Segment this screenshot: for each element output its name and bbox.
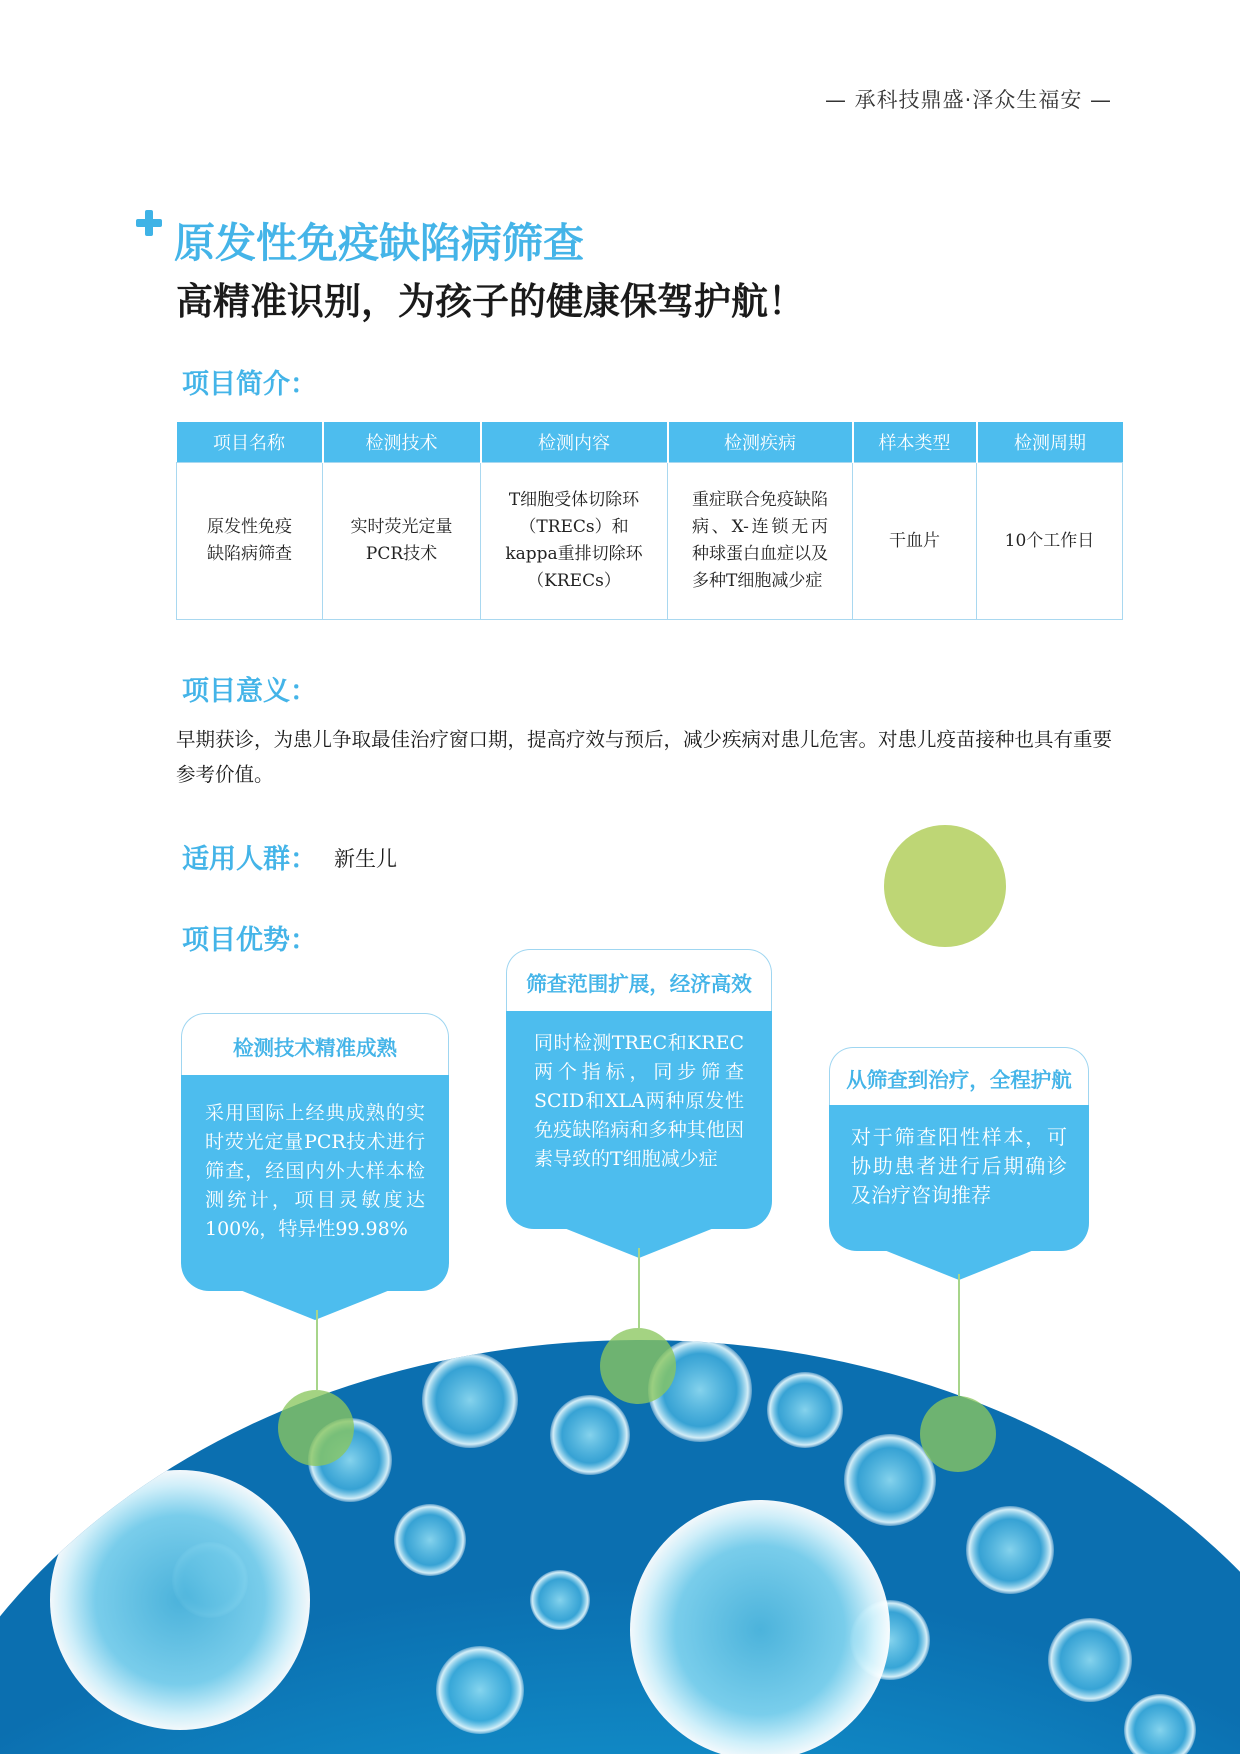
population-value: 新生儿 [334,847,397,871]
column-header: 检测内容 [481,422,668,463]
green-node-dot [920,1396,996,1472]
population-heading: 适用人群： [182,844,317,875]
header-tagline: — 承科技鼎盛·泽众生福安 — [824,88,1112,112]
table-header-row [177,422,1123,463]
advantage-card-1 [181,1013,449,1313]
advantage-card-title: 筛查范围扩展，经济高效 [506,949,772,1011]
column-header: 样本类型 [853,422,977,463]
connector-line [958,1274,960,1396]
intro-heading: 项目简介： [182,369,317,400]
page-subtitle: 高精准识别，为孩子的健康保驾护航！ [176,280,805,323]
cell-sphere-illustration [0,1340,1240,1754]
significance-text: 早期获诊，为患儿争取最佳治疗窗口期，提高疗效与预后，减少疾病对患儿危害。对患儿疫苗接种也具有重要参考价值。 [176,728,1113,786]
significance-heading: 项目意义： [182,676,317,707]
page-title: 原发性免疫缺陷病筛查 [174,219,584,267]
connector-line [316,1310,318,1390]
advantage-card-text: 同时检测TREC和KREC两个指标，同步筛查SCID和XLA两种原发性免疫缺陷病和多种其他因素导致的T细胞减少症 [506,1011,772,1229]
advantage-card-3 [829,1047,1089,1277]
green-node-dot [600,1328,676,1404]
table-row [177,463,1123,620]
advantage-card-title: 从筛查到治疗，全程护航 [829,1047,1089,1105]
card-pointer [240,1290,390,1320]
column-header: 检测周期 [977,422,1123,463]
cell-content: T细胞受体切除环（TRECs）和kappa重排切除环（KRECs） [481,463,668,620]
advantages-heading: 项目优势： [182,925,317,956]
advantage-card-2 [506,949,772,1251]
cell-cycle: 10个工作日 [977,463,1123,620]
cell-project-name: 原发性免疫缺陷病筛查 [177,463,323,620]
plus-icon [136,210,162,236]
advantage-card-text: 对于筛查阳性样本，可协助患者进行后期确诊及治疗咨询推荐 [829,1105,1089,1251]
cell-technique: 实时荧光定量PCR技术 [323,463,481,620]
project-info-table [176,422,1123,620]
decorative-green-circle [884,825,1006,947]
cell-sample: 干血片 [853,463,977,620]
green-node-dot [278,1390,354,1466]
advantage-card-title: 检测技术精准成熟 [181,1013,449,1075]
column-header: 项目名称 [177,422,323,463]
column-header: 检测技术 [323,422,481,463]
cell-disease: 重症联合免疫缺陷病、X-连锁无丙种球蛋白血症以及多种T细胞减少症 [668,463,853,620]
column-header: 检测疾病 [668,422,853,463]
advantage-card-text: 采用国际上经典成熟的实时荧光定量PCR技术进行筛查，经国内外大样本检测统计，项目灵敏度达100%，特异性99.98% [181,1075,449,1291]
connector-line [638,1248,640,1328]
